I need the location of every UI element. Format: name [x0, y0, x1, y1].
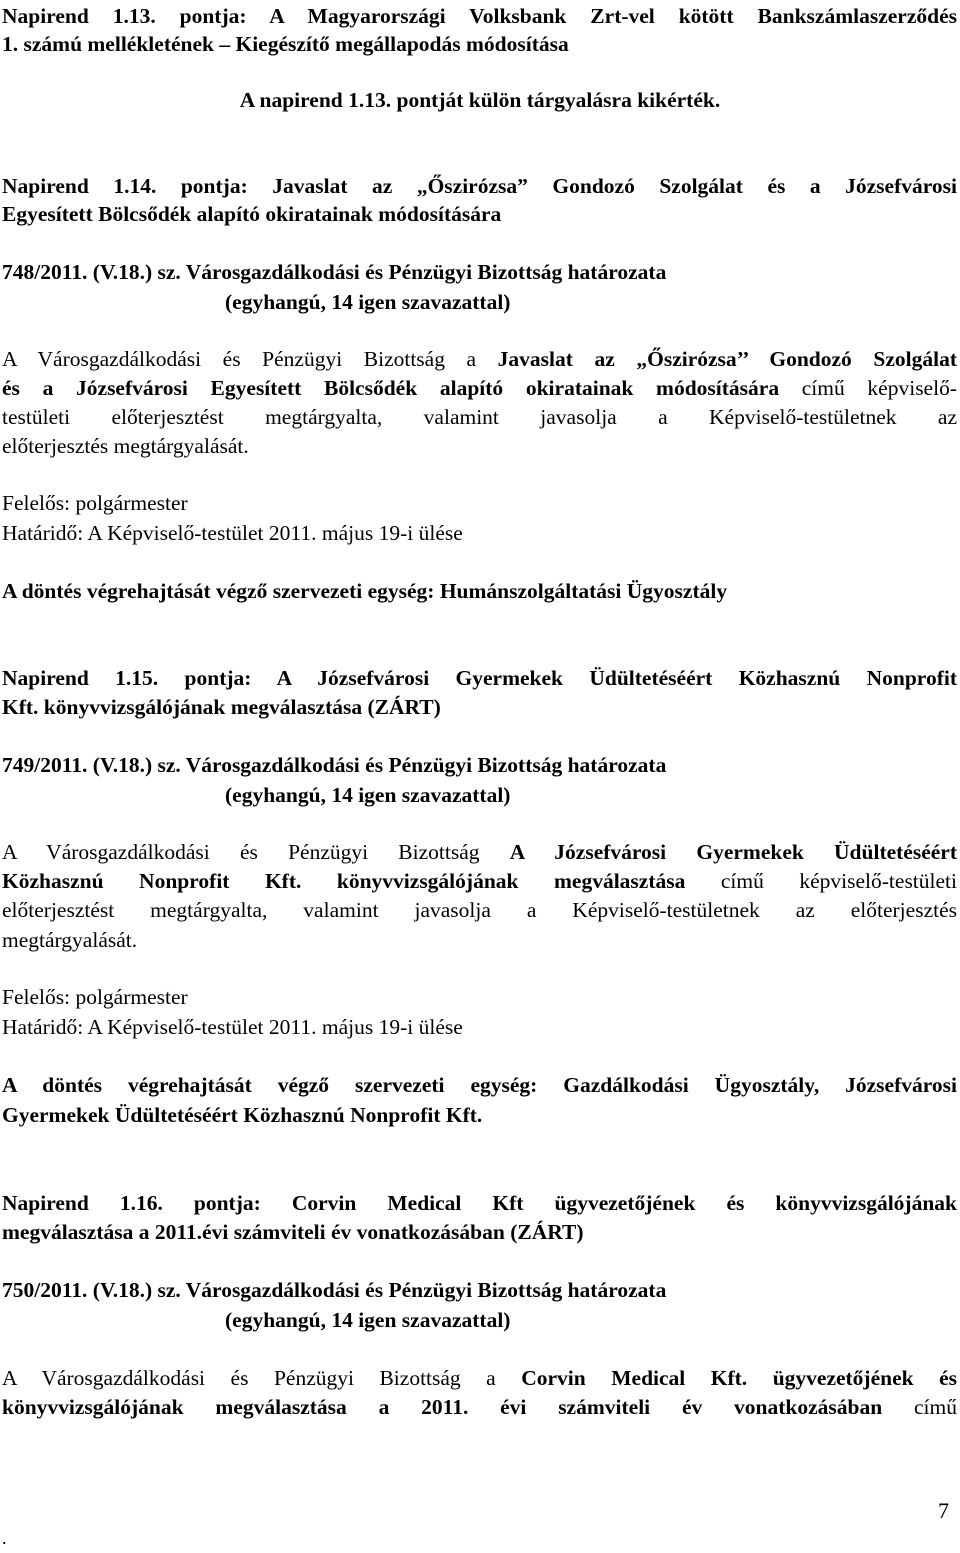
resolution-748-body-line3: testületi előterjesztést megtárgyalta, valamint javasolja a Képviselő-testületnek az [2, 405, 957, 429]
agenda-heading-1-14-line2: Egyesített Bölcsődék alapító okiratainak módosítására [2, 202, 502, 226]
resolution-749-body-line3: előterjesztést megtárgyalta, valamint javasolja a Képviselő-testületnek az előterjesztés [2, 898, 957, 922]
resolution-750-vote: (egyhangú, 14 igen szavazattal) [225, 1308, 511, 1332]
resolution-748-vote: (egyhangú, 14 igen szavazattal) [225, 290, 511, 314]
footer-dot: . [2, 1528, 7, 1548]
agenda-heading-1-13-line1: Napirend 1.13. pontja: A Magyarországi Volksbank Zrt-vel kötött Bankszámlaszerződés [2, 4, 957, 28]
resolution-748-deadline: Határidő: A Képviselő-testület 2011. május 19-i ülése [2, 521, 463, 545]
agenda-heading-1-15-line1: Napirend 1.15. pontja: A Józsefvárosi Gyermekek Üdültetéséért Közhasznú Nonprofit [2, 666, 957, 690]
agenda-heading-1-15-line2: Kft. könyvvizsgálójának megválasztása (ZÁRT) [2, 695, 441, 719]
page-number: 7 [938, 1498, 949, 1523]
resolution-748-body-line2 [2, 374, 957, 403]
agenda-heading-1-14-line1: Napirend 1.14. pontja: Javaslat az „Őszirózsa” Gondozó Szolgálat és a Józsefvárosi [2, 174, 957, 198]
resolution-750-title: 750/2011. (V.18.) sz. Városgazdálkodási és Pénzügyi Bizottság határozata [2, 1278, 667, 1302]
body-text: című képviselő- [779, 376, 957, 400]
body-text: A Városgazdálkodási és Pénzügyi Bizottság a [2, 347, 498, 371]
proposal-title: Corvin Medical Kft. ügyvezetőjének és [521, 1366, 958, 1390]
body-text: A Városgazdálkodási és Pénzügyi Bizottság [2, 840, 510, 864]
resolution-749-deadline: Határidő: A Képviselő-testület 2011. május 19-i ülése [2, 1015, 463, 1039]
resolution-748-responsible: Felelős: polgármester [2, 491, 188, 515]
resolution-750-body-line1 [2, 1364, 957, 1393]
resolution-748-body-line1 [2, 345, 957, 374]
proposal-title: Javaslat az „Őszirózsa’’ Gondozó Szolgálat [497, 347, 957, 371]
resolution-749-title: 749/2011. (V.18.) sz. Városgazdálkodási és Pénzügyi Bizottság határozata [2, 753, 667, 777]
proposal-title: Közhasznú Nonprofit Kft. könyvvizsgálójának megválasztása [2, 869, 686, 893]
body-text: című képviselő-testületi [685, 869, 957, 893]
agenda-heading-1-16-line1: Napirend 1.16. pontja: Corvin Medical Kft ügyvezetőjének és könyvvizsgálójának [2, 1191, 957, 1215]
resolution-749-executing-unit-line2: Gyermekek Üdültetéséért Közhasznú Nonprofit Kft. [2, 1103, 483, 1127]
resolution-748-title: 748/2011. (V.18.) sz. Városgazdálkodási és Pénzügyi Bizottság határozata [2, 260, 667, 284]
proposal-title: könyvvizsgálójának megválasztása a 2011. évi számviteli év vonatkozásában [2, 1395, 883, 1419]
resolution-749-executing-unit-line1: A döntés végrehajtását végző szervezeti egység: Gazdálkodási Ügyosztály, Józsefvárosi [2, 1073, 957, 1097]
body-text: A Városgazdálkodási és Pénzügyi Bizottság a [2, 1366, 522, 1390]
agenda-1-13-note: A napirend 1.13. pontját külön tárgyalásra kikérték. [239, 88, 721, 112]
resolution-748-executing-unit: A döntés végrehajtását végző szervezeti egység: Humánszolgáltatási Ügyosztály [2, 579, 728, 603]
agenda-heading-1-16-line2: megválasztása a 2011.évi számviteli év vonatkozásában (ZÁRT) [2, 1220, 584, 1244]
resolution-749-responsible: Felelős: polgármester [2, 985, 188, 1009]
resolution-748-body-line4: előterjesztés megtárgyalását. [2, 434, 249, 458]
resolution-750-body-line2 [2, 1393, 957, 1422]
agenda-heading-1-13-line2: 1. számú mellékletének – Kiegészítő megállapodás módosítása [2, 32, 569, 56]
body-text: című [882, 1395, 957, 1419]
resolution-749-body-line2 [2, 867, 957, 896]
resolution-749-body-line1 [2, 838, 957, 867]
resolution-749-vote: (egyhangú, 14 igen szavazattal) [225, 783, 511, 807]
resolution-749-body-line4: megtárgyalását. [2, 928, 138, 952]
proposal-title: és a Józsefvárosi Egyesített Bölcsődék alapító okiratainak módosítására [2, 376, 780, 400]
proposal-title: A Józsefvárosi Gyermekek Üdültetéséért [509, 840, 958, 864]
